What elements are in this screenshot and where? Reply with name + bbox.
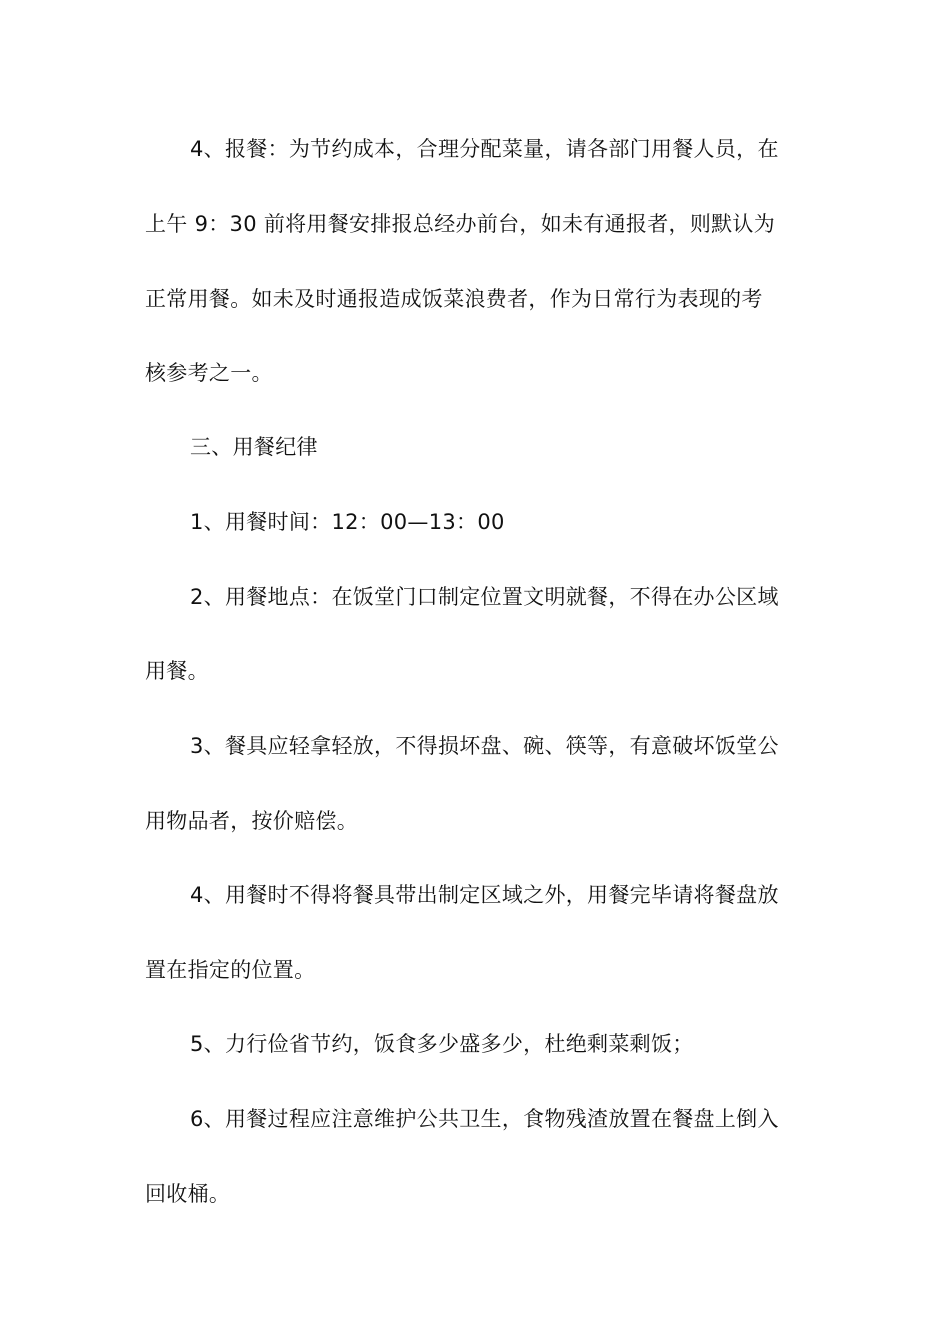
paragraph-line: 用物品者，按价赔偿。 xyxy=(145,809,358,833)
paragraph-line: 3、餐具应轻拿轻放，不得损坏盘、碗、筷等，有意破坏饭堂公 xyxy=(190,734,779,758)
paragraph-line: 用餐。 xyxy=(145,659,209,683)
paragraph-line: 2、用餐地点：在饭堂门口制定位置文明就餐，不得在办公区域 xyxy=(190,585,779,609)
paragraph-line: 回收桶。 xyxy=(145,1182,231,1206)
paragraph-line: 正常用餐。如未及时通报造成饭菜浪费者，作为日常行为表现的考 xyxy=(145,287,763,311)
paragraph-line: 5、力行俭省节约，饭食多少盛多少，杜绝剩菜剩饭； xyxy=(190,1032,694,1056)
paragraph-line: 4、报餐：为节约成本，合理分配菜量，请各部门用餐人员，在 xyxy=(190,137,779,161)
paragraph-line: 置在指定的位置。 xyxy=(145,958,316,982)
paragraph-line: 上午 9：30 前将用餐安排报总经办前台，如未有通报者，则默认为 xyxy=(145,212,776,236)
section-heading: 三、用餐纪律 xyxy=(190,435,318,459)
paragraph-line: 4、用餐时不得将餐具带出制定区域之外，用餐完毕请将餐盘放 xyxy=(190,883,779,907)
paragraph-line: 核参考之一。 xyxy=(145,361,273,385)
paragraph-line: 6、用餐过程应注意维护公共卫生，食物残渣放置在餐盘上倒入 xyxy=(190,1107,779,1131)
paragraph-line: 1、用餐时间：12：00—13：00 xyxy=(190,510,505,534)
